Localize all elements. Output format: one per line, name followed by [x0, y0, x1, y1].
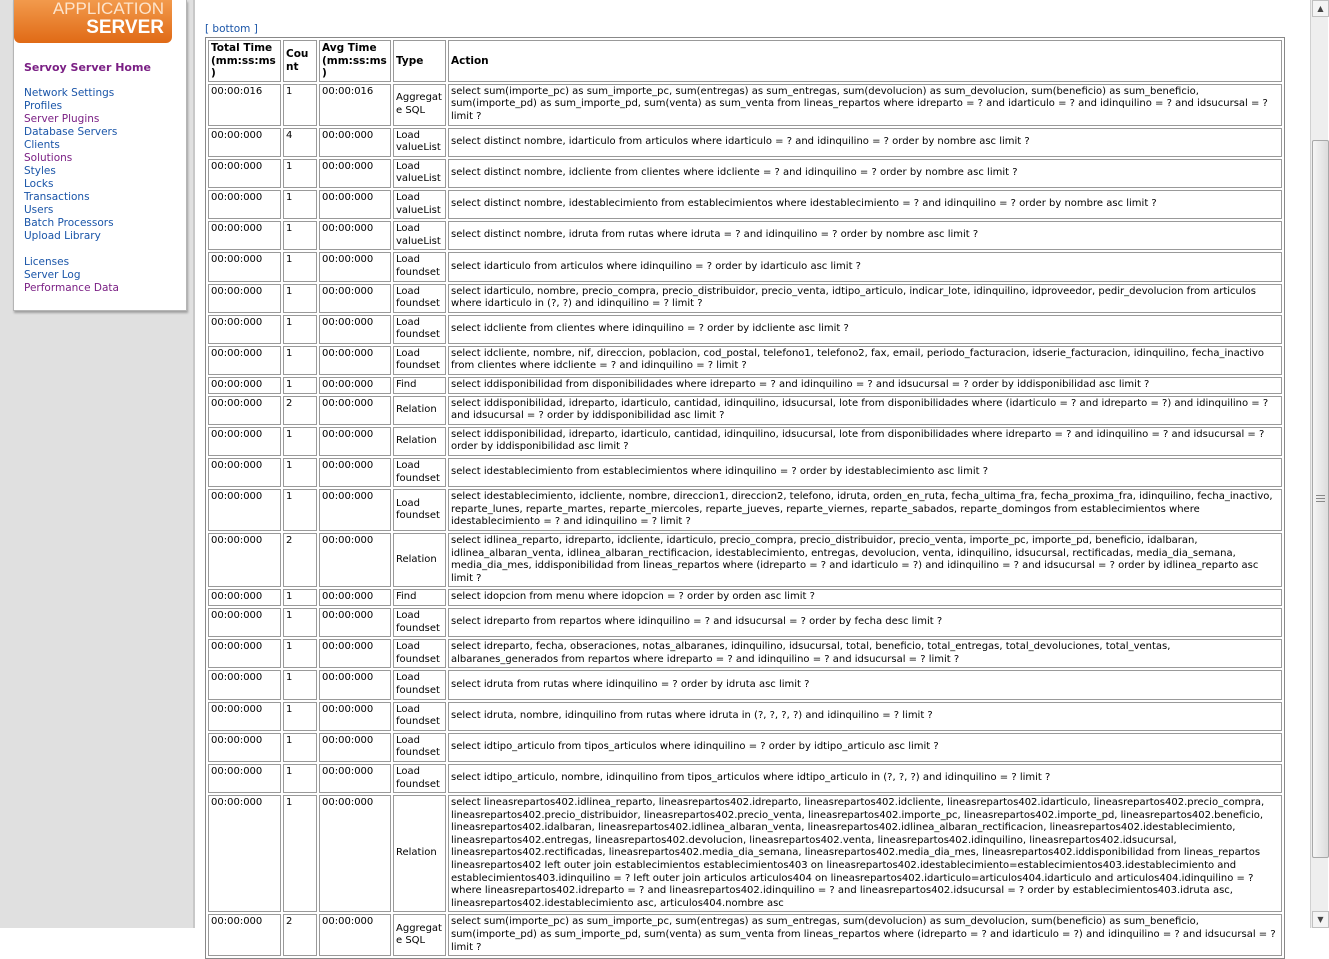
cell-count: 1 [283, 702, 317, 731]
cell-type: Load valueList [393, 190, 446, 219]
logo-line-1: APPLICATION [52, 0, 164, 18]
cell-type: Relation [393, 533, 446, 587]
header-total-time: Total Time (mm:ss:ms) [208, 40, 281, 82]
cell-type: Load valueList [393, 221, 446, 250]
cell-action: select idruta, nombre, idinquilino from rutas where idruta in (?, ?, ?, ?) and idinquilino = ? limit ? [448, 702, 1282, 731]
nav-link-styles[interactable]: Styles [24, 165, 56, 177]
cell-action: select distinct nombre, idestablecimiento from establecimientos where idestablecimiento = ? and idinquilino = ? order by nombre asc limit ? [448, 190, 1282, 219]
cell-type: Relation [393, 396, 446, 425]
cell-action: select iddisponibilidad, idreparto, idarticulo, cantidad, idinquilino, idsucursal, lote from disponibilidades where (idarticulo = ? and idreparto = ?) and idinquilino = ? and idsucursal = ? order by iddisponibilidad asc limit ? [448, 396, 1282, 425]
cell-avg-time: 00:00:000 [319, 190, 391, 219]
table-row [208, 914, 1282, 956]
scroll-down-arrow-icon[interactable]: ▼ [1312, 911, 1329, 928]
logo-line-2: SERVER [86, 17, 164, 38]
cell-type: Relation [393, 427, 446, 456]
nav-link-users[interactable]: Users [24, 204, 54, 216]
table-row [208, 589, 1282, 606]
cell-type: Load valueList [393, 159, 446, 188]
cell-count: 1 [283, 427, 317, 456]
nav-item [24, 100, 117, 113]
cell-action: select sum(importe_pc) as sum_importe_pc, sum(entregas) as sum_entregas, sum(devolucion) as sum_devolucion, sum(beneficio) as sum_beneficio, sum(importe_pd) as sum_importe_pd, sum(venta) as sum_venta from lineas_repartos where (idreparto = ? and idarticulo = ?) and idinquilino = ? and idsucursal = ? limit ? [448, 914, 1282, 956]
vertical-scrollbar[interactable] [1310, 0, 1328, 928]
cell-total-time: 00:00:000 [208, 190, 281, 219]
cell-action: select iddisponibilidad from disponibilidades where idreparto = ? and idinquilino = ? and idsucursal = ? order by iddisponibilidad asc limit ? [448, 377, 1282, 394]
header-count: Count [283, 40, 317, 82]
cell-total-time: 00:00:000 [208, 764, 281, 793]
table-row [208, 733, 1282, 762]
cell-action: select idreparto from repartos where idinquilino = ? and idsucursal = ? order by fecha desc limit ? [448, 608, 1282, 637]
cell-type: Find [393, 589, 446, 606]
nav-link-network-settings[interactable]: Network Settings [24, 87, 115, 99]
cell-action: select idopcion from menu where idopcion = ? order by orden asc limit ? [448, 589, 1282, 606]
scroll-up-arrow-icon[interactable]: ▲ [1312, 0, 1329, 17]
cell-total-time: 00:00:000 [208, 589, 281, 606]
table-row [208, 128, 1282, 157]
cell-avg-time: 00:00:000 [319, 733, 391, 762]
nav-item [24, 165, 117, 178]
table-row [208, 639, 1282, 668]
cell-total-time: 00:00:000 [208, 346, 281, 375]
cell-avg-time: 00:00:000 [319, 764, 391, 793]
cell-total-time: 00:00:000 [208, 533, 281, 587]
nav-link-performance-data[interactable]: Performance Data [24, 282, 119, 294]
sidebar-panel [13, 0, 187, 311]
scroll-grip-icon [1316, 495, 1325, 503]
cell-action: select idcliente, nombre, nif, direccion, poblacion, cod_postal, telefono1, telefono2, fax, email, periodo_facturacion, idserie_facturacion, idinquilino, fecha_inactivo from clientes where idcliente = ? and idinquilino = ? limit ? [448, 346, 1282, 375]
table-row [208, 84, 1282, 126]
cell-type: Load foundset [393, 458, 446, 487]
cell-avg-time: 00:00:000 [319, 427, 391, 456]
cell-total-time: 00:00:000 [208, 489, 281, 531]
cell-count: 1 [283, 315, 317, 344]
table-row [208, 764, 1282, 793]
cell-avg-time: 00:00:000 [319, 533, 391, 587]
table-row [208, 670, 1282, 699]
nav-item [24, 178, 117, 191]
cell-total-time: 00:00:000 [208, 396, 281, 425]
table-row [208, 795, 1282, 912]
scroll-thumb[interactable] [1312, 140, 1329, 858]
cell-total-time: 00:00:000 [208, 608, 281, 637]
nav-link-batch-processors[interactable]: Batch Processors [24, 217, 114, 229]
table-row [208, 458, 1282, 487]
cell-action: select idcliente from clientes where idinquilino = ? order by idcliente asc limit ? [448, 315, 1282, 344]
nav-list-secondary [24, 256, 119, 295]
cell-type: Load foundset [393, 284, 446, 313]
cell-type: Find [393, 377, 446, 394]
cell-action: select distinct nombre, idruta from rutas where idruta = ? and idinquilino = ? order by nombre asc limit ? [448, 221, 1282, 250]
cell-total-time: 00:00:000 [208, 284, 281, 313]
table-row [208, 252, 1282, 281]
cell-avg-time: 00:00:000 [319, 128, 391, 157]
performance-table [205, 37, 1285, 959]
header-avg-time: Avg Time (mm:ss:ms) [319, 40, 391, 82]
sidebar [0, 0, 193, 928]
cell-action: select distinct nombre, idcliente from clientes where idcliente = ? and idinquilino = ? order by nombre asc limit ? [448, 159, 1282, 188]
table-row [208, 346, 1282, 375]
nav-link-database-servers[interactable]: Database Servers [24, 126, 118, 138]
cell-total-time: 00:00:000 [208, 427, 281, 456]
cell-count: 1 [283, 377, 317, 394]
cell-total-time: 00:00:000 [208, 702, 281, 731]
cell-avg-time: 00:00:000 [319, 489, 391, 531]
cell-count: 1 [283, 795, 317, 912]
cell-avg-time: 00:00:000 [319, 221, 391, 250]
cell-avg-time: 00:00:000 [319, 914, 391, 956]
table-row [208, 702, 1282, 731]
cell-action: select distinct nombre, idarticulo from articulos where idarticulo = ? and idinquilino = ? order by nombre asc limit ? [448, 128, 1282, 157]
cell-type: Relation [393, 795, 446, 912]
nav-item [24, 191, 117, 204]
cell-total-time: 00:00:000 [208, 795, 281, 912]
cell-type: Load foundset [393, 489, 446, 531]
table-row [208, 159, 1282, 188]
nav-item [24, 139, 117, 152]
cell-count: 1 [283, 608, 317, 637]
cell-count: 1 [283, 670, 317, 699]
cell-type: Load foundset [393, 315, 446, 344]
cell-avg-time: 00:00:000 [319, 795, 391, 912]
cell-action: select idreparto, fecha, obseraciones, notas_albaranes, idinquilino, idsucursal, total, beneficio, total_entregas, total_devoluciones, total_ventas, albaranes_generados from repartos where idreparto = ? and idinquilino = ? and idsucursal = ? limit ? [448, 639, 1282, 668]
cell-total-time: 00:00:000 [208, 377, 281, 394]
table-row [208, 315, 1282, 344]
nav-item [24, 230, 117, 243]
cell-action: select idtipo_articulo from tipos_articulos where idinquilino = ? order by idtipo_articulo asc limit ? [448, 733, 1282, 762]
cell-count: 1 [283, 589, 317, 606]
table-row [208, 396, 1282, 425]
cell-count: 1 [283, 489, 317, 531]
cell-avg-time: 00:00:000 [319, 458, 391, 487]
cell-count: 2 [283, 914, 317, 956]
cell-action: select idarticulo from articulos where idinquilino = ? order by idarticulo asc limit ? [448, 252, 1282, 281]
table-row [208, 427, 1282, 456]
cell-avg-time: 00:00:000 [319, 608, 391, 637]
header-type: Type [393, 40, 446, 82]
cell-action: select idestablecimiento from establecimientos where idinquilino = ? order by idestablecimiento asc limit ? [448, 458, 1282, 487]
table-body [208, 84, 1282, 956]
nav-item [24, 256, 119, 269]
cell-avg-time: 00:00:000 [319, 702, 391, 731]
nav-link-server-log[interactable]: Server Log [24, 269, 81, 281]
nav-link-profiles[interactable]: Profiles [24, 100, 63, 112]
cell-action: select idtipo_articulo, nombre, idinquilino from tipos_articulos where idtipo_articulo in (?, ?, ?) and idinquilino = ? limit ? [448, 764, 1282, 793]
nav-link-licenses[interactable]: Licenses [24, 256, 70, 268]
cell-total-time: 00:00:000 [208, 221, 281, 250]
application-server-logo [14, 0, 172, 43]
cell-avg-time: 00:00:000 [319, 346, 391, 375]
cell-type: Load foundset [393, 252, 446, 281]
nav-item [24, 113, 117, 126]
bottom-link[interactable]: [ bottom ] [205, 23, 258, 35]
nav-link-server-plugins[interactable]: Server Plugins [24, 113, 100, 125]
cell-avg-time: 00:00:016 [319, 84, 391, 126]
cell-total-time: 00:00:000 [208, 159, 281, 188]
cell-total-time: 00:00:000 [208, 733, 281, 762]
nav-link-transactions[interactable]: Transactions [24, 191, 90, 203]
cell-count: 1 [283, 284, 317, 313]
table-row [208, 489, 1282, 531]
nav-item [24, 204, 117, 217]
cell-type: Load foundset [393, 670, 446, 699]
nav-item [24, 269, 119, 282]
server-home-title[interactable]: Servoy Server Home [24, 61, 151, 74]
nav-item [24, 152, 117, 165]
cell-count: 2 [283, 533, 317, 587]
table-row [208, 533, 1282, 587]
cell-action: select idarticulo, nombre, precio_compra, precio_distribuidor, precio_venta, idtipo_articulo, indicar_lote, idinquilino, idproveedor, pedir_devolucion from articulos where idarticulo in (?, ?) and idinquilino = ? limit ? [448, 284, 1282, 313]
cell-count: 1 [283, 639, 317, 668]
cell-avg-time: 00:00:000 [319, 252, 391, 281]
table-row [208, 284, 1282, 313]
header-action: Action [448, 40, 1282, 82]
cell-avg-time: 00:00:000 [319, 589, 391, 606]
nav-list [24, 87, 117, 243]
cell-total-time: 00:00:000 [208, 670, 281, 699]
cell-count: 1 [283, 764, 317, 793]
cell-total-time: 00:00:000 [208, 914, 281, 956]
nav-item [24, 282, 119, 295]
nav-link-clients[interactable]: Clients [24, 139, 60, 151]
cell-action: select idestablecimiento, idcliente, nombre, direccion1, direccion2, telefono, idruta, orden_en_ruta, fecha_ultima_fra, fecha_proxima_fra, idinquilino, fecha_inactivo, reparte_lunes, reparte_martes, reparte_miercoles, reparte_jueves, reparte_viernes, reparte_sabados, reparte_domingos from establecimientos where idestablecimiento = ? and idinquilino = ? limit ? [448, 489, 1282, 531]
cell-total-time: 00:00:000 [208, 458, 281, 487]
nav-link-upload-library[interactable]: Upload Library [24, 230, 101, 242]
cell-action: select lineasrepartos402.idlinea_reparto, lineasrepartos402.idreparto, lineasrepartos402.idcliente, lineasrepartos402.idarticulo, lineasrepartos402.precio_compra, lineasrepartos402.precio_distribuidor, lineasrepartos402.precio_venta, lineasrepartos402.importe_pc, lineasrepartos402.importe_pd, lineasrepartos402.beneficio, lineasrepartos402.idalbaran, lineasrepartos402.idlinea_albaran_venta, lineasrepartos402.idlinea_albaran_rectificacion, lineasrepartos402.idestablecimiento, lineasrepartos402.entregas, lineasrepartos402.devolucion, lineasrepartos402.venta, lineasrepartos402.idinquilino, lineasrepartos402.idsucursal, lineasrepartos402.rectificadas, lineasrepartos402.media_dia_semana, lineasrepartos402.media_dia_mes, lineasrepartos402.iddisponibilidad from lineas_repartos lineasrepartos402 left outer join establecimientos establecimientos403 on lineasrepartos402.idestablecimiento=establecimientos403.idestablecimiento and establecimientos403.idinquilino = ? left outer join articulos articulos404 on lineasrepartos402.idarticulo=articulos404.idarticulo and articulos404.idinquilino = ? where lineasrepartos402.idreparto = ? and lineasrepartos402.idinquilino = ? and lineasrepartos402.idsucursal = ? order by establecimientos403.idruta asc, lineasrepartos402.idestablecimiento asc, articulos404.nombre asc [448, 795, 1282, 912]
cell-avg-time: 00:00:000 [319, 670, 391, 699]
cell-type: Load foundset [393, 764, 446, 793]
nav-item [24, 217, 117, 230]
table-header-row [208, 40, 1282, 82]
cell-total-time: 00:00:016 [208, 84, 281, 126]
cell-count: 1 [283, 252, 317, 281]
cell-total-time: 00:00:000 [208, 128, 281, 157]
cell-count: 1 [283, 733, 317, 762]
cell-action: select idlinea_reparto, idreparto, idcliente, idarticulo, precio_compra, precio_distribuidor, precio_venta, importe_pc, importe_pd, beneficio, idalbaran, idlinea_albaran_venta, idlinea_albaran_rectificacion, idestablecimiento, entregas, devolucion, venta, idinquilino, idsucursal, rectificadas, media_dia_semana, media_dia_mes, iddisponibilidad from lineas_repartos where (idreparto = ? and idarticulo = ?) and idinquilino = ? and idsucursal = ? order by idlinea_reparto asc limit ? [448, 533, 1282, 587]
cell-total-time: 00:00:000 [208, 315, 281, 344]
cell-type: Load foundset [393, 639, 446, 668]
table-row [208, 608, 1282, 637]
cell-type: Load foundset [393, 733, 446, 762]
cell-action: select iddisponibilidad, idreparto, idarticulo, cantidad, idinquilino, idsucursal, lote from disponibilidades where idreparto = ? and idinquilino = ? and idsucursal = ? order by iddisponibilidad asc limit ? [448, 427, 1282, 456]
cell-count: 1 [283, 159, 317, 188]
cell-type: Load foundset [393, 346, 446, 375]
cell-avg-time: 00:00:000 [319, 159, 391, 188]
cell-count: 1 [283, 346, 317, 375]
cell-count: 1 [283, 458, 317, 487]
cell-type: Load foundset [393, 702, 446, 731]
cell-type: Aggregate SQL [393, 914, 446, 956]
cell-type: Aggregate SQL [393, 84, 446, 126]
cell-total-time: 00:00:000 [208, 252, 281, 281]
cell-count: 4 [283, 128, 317, 157]
cell-avg-time: 00:00:000 [319, 639, 391, 668]
cell-avg-time: 00:00:000 [319, 396, 391, 425]
cell-avg-time: 00:00:000 [319, 284, 391, 313]
nav-link-solutions[interactable]: Solutions [24, 152, 73, 164]
cell-count: 1 [283, 221, 317, 250]
cell-avg-time: 00:00:000 [319, 315, 391, 344]
table-row [208, 221, 1282, 250]
table-row [208, 190, 1282, 219]
cell-avg-time: 00:00:000 [319, 377, 391, 394]
cell-action: select sum(importe_pc) as sum_importe_pc, sum(entregas) as sum_entregas, sum(devolucion) as sum_devolucion, sum(beneficio) as sum_beneficio, sum(importe_pd) as sum_importe_pd, sum(venta) as sum_venta from lineas_repartos where idreparto = ? and idarticulo = ? and idinquilino = ? and idsucursal = ? limit ? [448, 84, 1282, 126]
cell-type: Load valueList [393, 128, 446, 157]
cell-type: Load foundset [393, 608, 446, 637]
cell-total-time: 00:00:000 [208, 639, 281, 668]
main-content [195, 0, 1310, 953]
nav-item [24, 87, 117, 100]
nav-item [24, 126, 117, 139]
cell-count: 2 [283, 396, 317, 425]
cell-count: 1 [283, 190, 317, 219]
cell-action: select idruta from rutas where idinquilino = ? order by idruta asc limit ? [448, 670, 1282, 699]
cell-count: 1 [283, 84, 317, 126]
nav-link-locks[interactable]: Locks [24, 178, 54, 190]
table-row [208, 377, 1282, 394]
